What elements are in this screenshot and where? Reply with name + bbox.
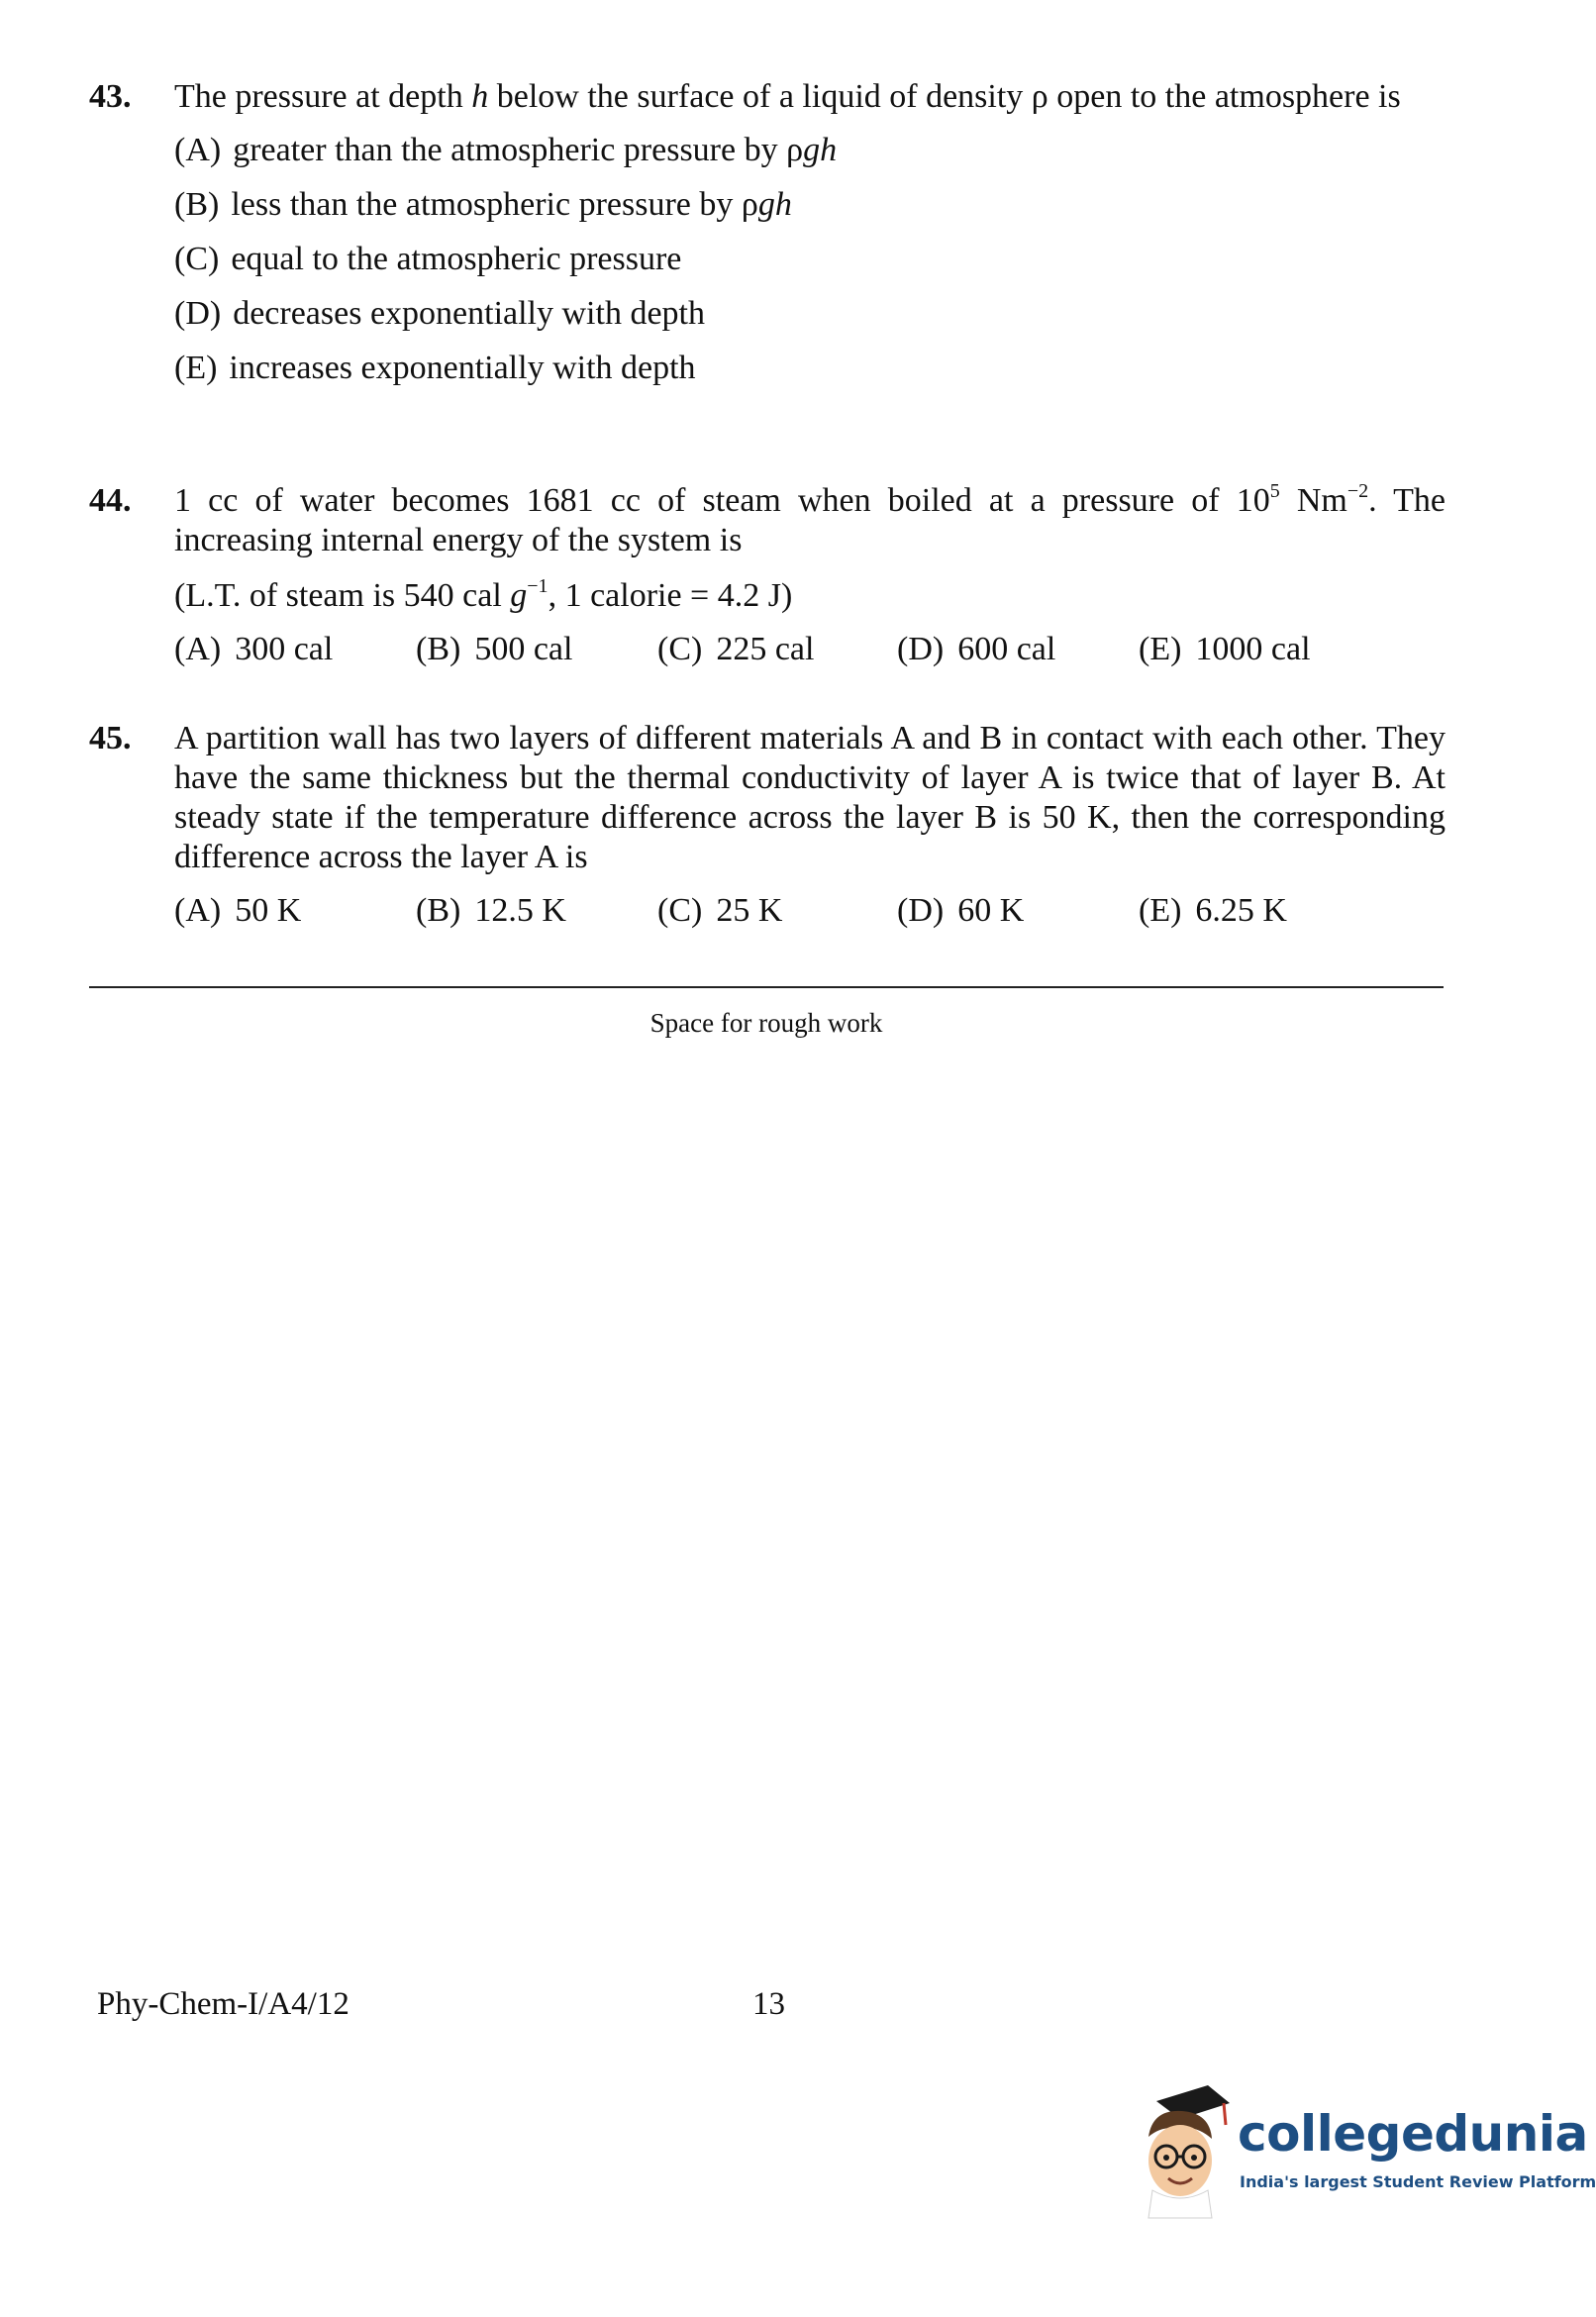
option-c: (C) 225 cal bbox=[657, 631, 815, 667]
option-label: (A) bbox=[174, 132, 222, 168]
option-label: (E) bbox=[1139, 892, 1182, 929]
question-43 bbox=[89, 77, 1446, 403]
option-label: (C) bbox=[657, 631, 703, 667]
option-e: (E) 1000 cal bbox=[1139, 631, 1311, 667]
page-number: 13 bbox=[752, 1986, 785, 2022]
option-label: (D) bbox=[897, 892, 945, 929]
option-b: (B) 12.5 K bbox=[416, 892, 566, 929]
option-c: (C) 25 K bbox=[657, 892, 783, 929]
option-a: (A) 300 cal bbox=[174, 631, 334, 667]
option-e: (E) increases exponentially with depth bbox=[174, 350, 696, 386]
option-a: (A) 50 K bbox=[174, 892, 302, 929]
question-45 bbox=[89, 719, 1446, 935]
option-c: (C) equal to the atmospheric pressure bbox=[174, 241, 682, 277]
option-label: (D) bbox=[174, 295, 222, 332]
student-mascot-icon bbox=[1127, 2079, 1236, 2218]
brand-tagline: India's largest Student Review Platform bbox=[1240, 2172, 1596, 2191]
option-b: (B) 500 cal bbox=[416, 631, 573, 667]
option-label: (B) bbox=[174, 186, 220, 223]
option-d: (D) decreases exponentially with depth bbox=[174, 295, 705, 332]
option-a: (A) greater than the atmospheric pressure by ρgh bbox=[174, 132, 838, 168]
option-b: (B) less than the atmospheric pressure by ρgh bbox=[174, 186, 792, 223]
option-label: (B) bbox=[416, 631, 461, 667]
question-number: 45. bbox=[89, 720, 132, 756]
paper-code: Phy-Chem-I/A4/12 bbox=[97, 1986, 349, 2022]
option-d: (D) 60 K bbox=[897, 892, 1025, 929]
option-label: (C) bbox=[657, 892, 703, 929]
option-list bbox=[174, 131, 1446, 403]
option-label: (E) bbox=[174, 350, 218, 386]
option-label: (D) bbox=[897, 631, 945, 667]
option-row bbox=[174, 630, 1446, 673]
question-number: 44. bbox=[89, 482, 132, 519]
rough-work-label: Space for rough work bbox=[649, 1008, 883, 1038]
option-label: (E) bbox=[1139, 631, 1182, 667]
option-e: (E) 6.25 K bbox=[1139, 892, 1287, 929]
option-d: (D) 600 cal bbox=[897, 631, 1056, 667]
collegedunia-logo bbox=[1127, 2079, 1596, 2218]
question-note: (L.T. of steam is 540 cal $g^{-1}$, 1 calorie = 4.2 J) bbox=[174, 575, 793, 614]
option-label: (B) bbox=[416, 892, 461, 929]
brand-name: collegedunia bbox=[1238, 2105, 1588, 2163]
question-44 bbox=[89, 481, 1446, 673]
option-row bbox=[174, 891, 1446, 935]
option-label: (C) bbox=[174, 241, 220, 277]
rough-work-divider bbox=[89, 986, 1444, 988]
option-label: (A) bbox=[174, 631, 222, 667]
question-stem: A partition wall has two layers of different materials A and B in contact with each other. They have the same thickness but the thermal conductivity of layer A is twice that of layer B. At steady state if the temperature difference across the layer B is 50 K, then the corresponding difference across the layer A is bbox=[174, 720, 1446, 875]
question-stem: The pressure at depth h below the surface of a liquid of density ρ open to the atmosphere is bbox=[174, 78, 1401, 115]
question-stem: 1 cc of water becomes 1681 cc of steam when boiled at a pressure of $10^5$ $Nm^{-2}$. The increasing internal energy of the system is bbox=[174, 480, 1446, 558]
option-label: (A) bbox=[174, 892, 222, 929]
question-number: 43. bbox=[89, 78, 132, 115]
